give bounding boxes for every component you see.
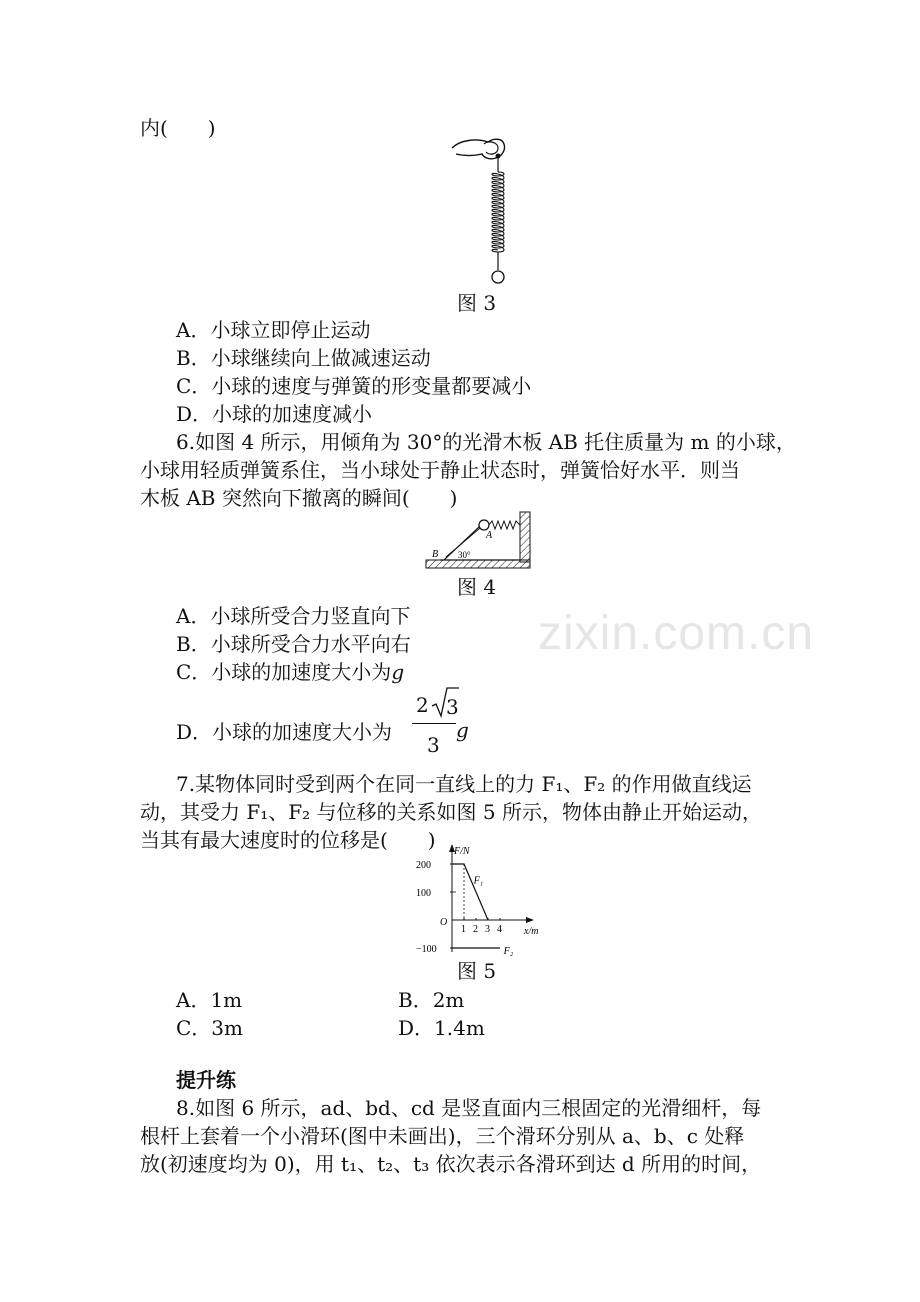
x-tick-label: 2 [473,924,478,935]
figure-3-spring-hand [440,132,530,288]
q6-option-d-radicand: 3 [446,695,459,719]
figure-4-label-a: A [486,530,493,541]
x-axis-arrow [526,917,534,923]
q7-option-c: C．3m [176,1016,243,1040]
spring-coil [492,172,504,252]
q7-line-3: 当其有最大速度时的位移是( ) [140,828,436,852]
x-tick-label: 3 [485,924,490,935]
q6-option-c-text: C．小球的加速度大小为 [176,660,392,684]
q7-line-1: 7.某物体同时受到两个在同一直线上的力 F₁、F₂ 的作用做直线运 [176,772,752,796]
y-axis-label: F/N [454,846,470,857]
q5-stem-tail: 内( ) [140,116,216,140]
q5-option-a: A．小球立即停止运动 [176,318,371,342]
q8-line-2: 根杆上套着一个小滑环(图中未画出)，三个滑环分别从 a、b、c 处释 [140,1124,745,1148]
q6-line-2: 小球用轻质弹簧系住，当小球处于静止状态时，弹簧恰好水平．则当 [140,458,740,482]
y-tick-label: −100 [416,944,437,955]
fraction-bar [412,723,456,724]
q6-option-a: A．小球所受合力竖直向下 [176,604,411,628]
figure-5-caption: 图 5 [457,959,497,983]
figure-4-caption: 图 4 [457,575,497,599]
q6-line-3: 木板 AB 突然向下撤离的瞬间( ) [140,486,458,510]
y-tick-label: 200 [416,860,431,871]
figure-5-chart [414,840,544,958]
q6-option-d-denominator: 3 [427,733,440,757]
q6-option-b: B．小球所受合力水平向右 [176,632,411,656]
q6-option-d-text: D．小球的加速度大小为 [176,720,393,744]
section-title: 提升练 [176,1068,236,1092]
q7-line-2: 动，其受力 F₁、F₂ 与位移的关系如图 5 所示，物体由静止开始运动， [140,800,762,824]
q6-option-c-var: g [391,660,405,684]
watermark: zixin.com.cn [538,607,815,660]
q5-option-b: B．小球继续向上做减速运动 [176,346,431,370]
q6-line-1: 6.如图 4 所示，用倾角为 30°的光滑木板 AB 托住质量为 m 的小球， [176,430,796,454]
series-label-f2: F₂ [503,946,514,957]
q8-line-3: 放(初速度均为 0)，用 t₁、t₂、t₃ 依次表示各滑环到达 d 所用的时间， [140,1152,762,1176]
series-line-f1 [452,864,488,920]
figure-4-angle-label: 30° [458,550,471,560]
q5-option-d: D．小球的加速度减小 [176,402,373,426]
q6-option-d-var: g [456,718,469,742]
figure-3-caption: 图 3 [457,291,497,315]
figure-4-label-b: B [432,549,439,560]
x-tick-label: 1 [461,924,466,935]
x-tick-label: 4 [497,924,502,935]
series-label-f1: F₁ [473,875,484,887]
q7-option-a: A．1m [176,988,243,1012]
origin-label: O [440,917,448,928]
y-tick-label: 100 [416,888,431,899]
x-axis-label: x/m [524,926,539,937]
q6-option-c [176,660,404,684]
q7-option-b: B．2m [398,988,465,1012]
q6-option-d-numerator: 2 [416,693,429,717]
figure-4-incline [424,508,534,572]
q7-option-d: D．1.4m [398,1016,485,1040]
q8-line-1: 8.如图 6 所示，ad、bd、cd 是竖直面内三根固定的光滑细杆，每 [176,1096,762,1120]
q5-option-c: C．小球的速度与弹簧的形变量都要减小 [176,374,532,398]
